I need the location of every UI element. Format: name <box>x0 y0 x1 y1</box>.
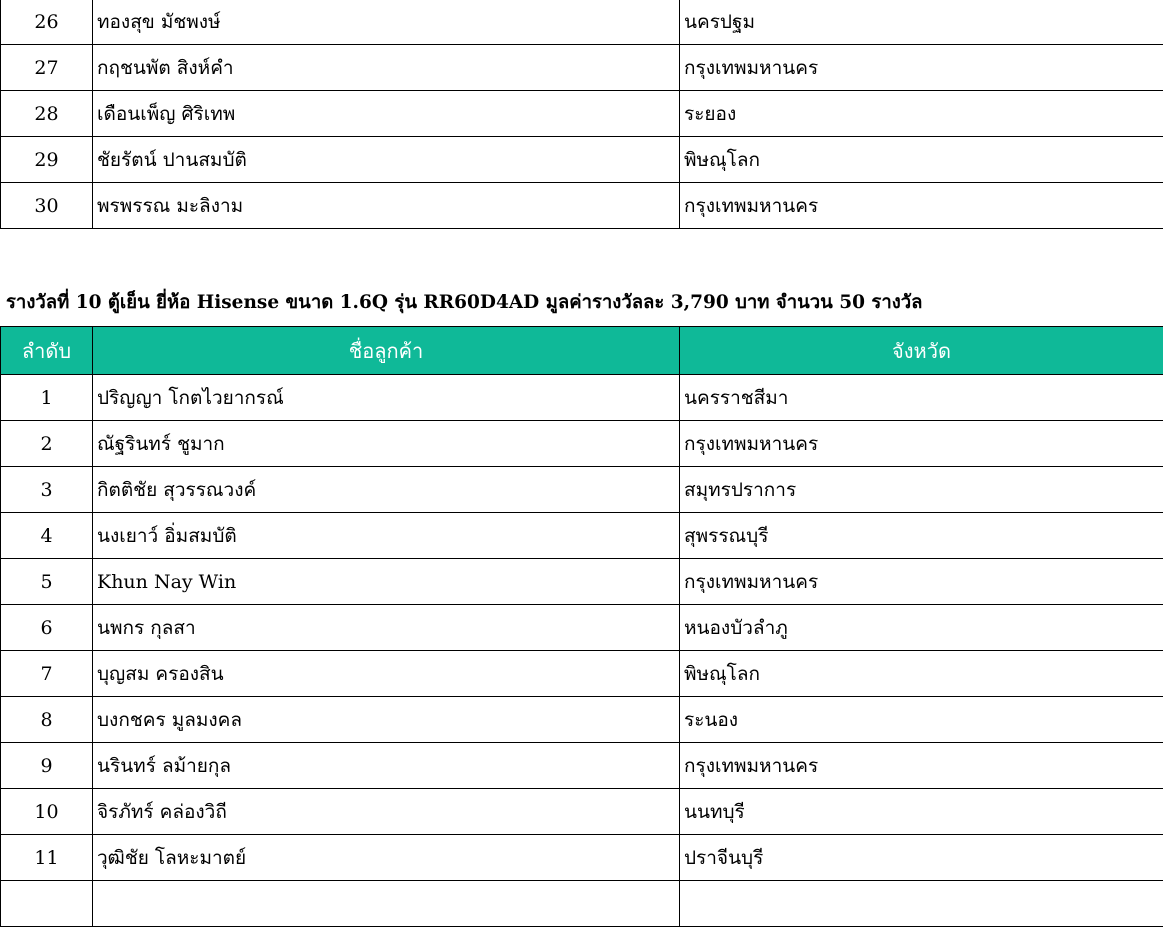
province-name: พิษณุโลก <box>680 651 1163 697</box>
table-row <box>1 743 1163 789</box>
table-row <box>1 45 1163 91</box>
table-row <box>1 697 1163 743</box>
customer-name: ณัฐรินทร์ ชูมาก <box>93 421 680 467</box>
row-number: 26 <box>1 0 93 45</box>
row-number: 9 <box>1 743 93 789</box>
table-row <box>1 0 1163 45</box>
table-row <box>1 559 1163 605</box>
customer-name: พรพรรณ มะลิงาม <box>93 183 680 229</box>
winners-table-continued <box>0 0 1163 229</box>
header-province: จังหวัด <box>680 327 1163 375</box>
row-number: 29 <box>1 137 93 183</box>
row-number: 27 <box>1 45 93 91</box>
prize-10-winners-table-body <box>1 375 1163 927</box>
province-name: กรุงเทพมหานคร <box>680 559 1163 605</box>
prize-10-title: รางวัลที่ 10 ตู้เย็น ยี่ห้อ Hisense ขนาด 1.6Q รุ่น RR60D4AD มูลค่ารางวัลละ 3,790 บาท จำนวน 50 รางวัล <box>6 288 923 317</box>
row-number <box>1 881 93 927</box>
province-name: กรุงเทพมหานคร <box>680 743 1163 789</box>
table-row <box>1 605 1163 651</box>
customer-name: บงกชคร มูลมงคล <box>93 697 680 743</box>
province-name: นครราชสีมา <box>680 375 1163 421</box>
row-number: 7 <box>1 651 93 697</box>
row-number: 5 <box>1 559 93 605</box>
row-number: 3 <box>1 467 93 513</box>
table-row <box>1 183 1163 229</box>
row-number: 28 <box>1 91 93 137</box>
customer-name: ปริญญา โกตไวยากรณ์ <box>93 375 680 421</box>
table-header-row <box>1 327 1163 375</box>
province-name: กรุงเทพมหานคร <box>680 421 1163 467</box>
row-number: 1 <box>1 375 93 421</box>
table-row <box>1 421 1163 467</box>
customer-name: จิรภัทร์ คล่องวิถี <box>93 789 680 835</box>
row-number: 2 <box>1 421 93 467</box>
table-row <box>1 789 1163 835</box>
table-row <box>1 137 1163 183</box>
row-number: 10 <box>1 789 93 835</box>
province-name: นนทบุรี <box>680 789 1163 835</box>
winners-table-continued-body <box>1 0 1163 229</box>
province-name: พิษณุโลก <box>680 137 1163 183</box>
row-number: 6 <box>1 605 93 651</box>
customer-name: วุฒิชัย โลหะมาตย์ <box>93 835 680 881</box>
province-name: ระนอง <box>680 697 1163 743</box>
customer-name <box>93 881 680 927</box>
table-row <box>1 467 1163 513</box>
province-name: ระยอง <box>680 91 1163 137</box>
header-customer-name: ชื่อลูกค้า <box>93 327 680 375</box>
customer-name: กิตติชัย สุวรรณวงค์ <box>93 467 680 513</box>
table-row <box>1 375 1163 421</box>
province-name: นครปฐม <box>680 0 1163 45</box>
province-name: ปราจีนบุรี <box>680 835 1163 881</box>
customer-name: ทองสุข มัชพงษ์ <box>93 0 680 45</box>
customer-name: บุญสม ครองสิน <box>93 651 680 697</box>
row-number: 8 <box>1 697 93 743</box>
province-name: กรุงเทพมหานคร <box>680 45 1163 91</box>
customer-name: Khun Nay Win <box>93 559 680 605</box>
province-name: สมุทรปราการ <box>680 467 1163 513</box>
province-name: กรุงเทพมหานคร <box>680 183 1163 229</box>
row-number: 30 <box>1 183 93 229</box>
table-row <box>1 91 1163 137</box>
customer-name: นงเยาว์ อิ่มสมบัติ <box>93 513 680 559</box>
table-row <box>1 835 1163 881</box>
province-name: หนองบัวลำภู <box>680 605 1163 651</box>
table-row <box>1 651 1163 697</box>
customer-name: นรินทร์ ลม้ายกุล <box>93 743 680 789</box>
customer-name: กฤชนพัต สิงห์คำ <box>93 45 680 91</box>
prize-10-winners-table <box>0 326 1163 927</box>
province-name <box>680 881 1163 927</box>
header-no: ลำดับ <box>1 327 93 375</box>
province-name: สุพรรณบุรี <box>680 513 1163 559</box>
customer-name: นพกร กุลสา <box>93 605 680 651</box>
row-number: 4 <box>1 513 93 559</box>
table-row <box>1 881 1163 927</box>
table-row <box>1 513 1163 559</box>
row-number: 11 <box>1 835 93 881</box>
customer-name: เดือนเพ็ญ ศิริเทพ <box>93 91 680 137</box>
customer-name: ชัยรัตน์ ปานสมบัติ <box>93 137 680 183</box>
